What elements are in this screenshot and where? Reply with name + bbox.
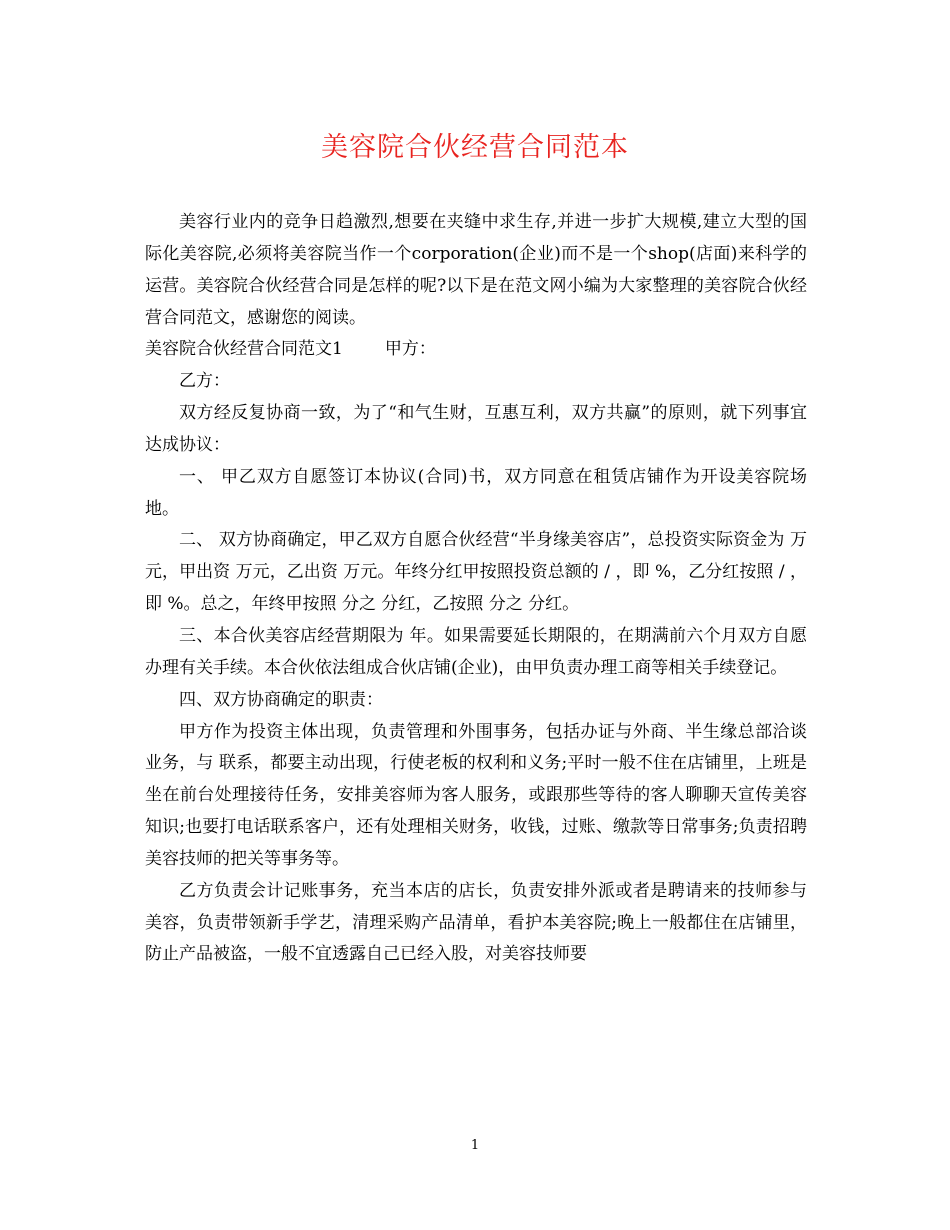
clause-3: 三、本合伙美容店经营期限为 年。如果需要延长期限的，在期满前六个月双方自愿办理有关手续。本合伙依法组成合伙店铺(企业)，由甲负责办理工商等相关手续登记。 [145,625,807,678]
party-a-duties: 甲方作为投资主体出现，负责管理和外围事务，包括办证与外商、半生缘总部洽谈业务，与 联系，都要主动出现，行使老板的权利和义务;平时一般不住在店铺里，上班是坐在前台处理接待任务，安排美容师为客人服务，或跟那些等待的客人聊聊天宣传美容知识;也要打电话联系客户，还有处理相关财务，收钱，过账、缴款等日常事务;负责招聘美容技师的把关等事务等。 [145,721,807,869]
party-b-label: 乙方： [179,371,230,392]
document-title: 美容院合伙经营合同范本 [321,132,629,163]
clause-1: 一、 甲乙双方自愿签订本协议(合同)书，双方同意在租赁店铺作为开设美容院场地。 [145,466,807,519]
document-body [145,207,807,971]
party-b-duties: 乙方负责会计记账事务，充当本店的店长，负责安排外派或者是聘请来的技师参与美容，负责带领新手学艺，清理采购产品清单，看护本美容院;晚上一般都住在店铺里，防止产品被盗，一般不宜透露自己已经入股，对美容技师要 [145,880,807,965]
agreement-preamble: 双方经反复协商一致，为了“和气生财，互惠互利，双方共赢”的原则，就下列事宜达成协议： [145,403,807,455]
clause-2: 二、 双方协商确定，甲乙双方自愿合伙经营“半身缘美容店”，总投资实际资金为 万元，甲出资 万元，乙出资 万元。年终分红甲按照投资总额的 / ，即 %，乙分红按照 / ，即 %。总之，年终甲按照 分之 分红，乙按照 分之 分红。 [145,530,807,615]
section-heading: 美容院合伙经营合同范文1 [145,339,343,360]
section-heading-row [145,334,807,366]
party-a-label: 甲方： [384,339,436,360]
intro-paragraph: 美容行业内的竞争日趋激烈,想要在夹缝中求生存,并进一步扩大规模,建立大型的国际化美容院,必须将美容院当作一个corporation(企业)而不是一个shop(店面)来科学的运营。美容院合伙经营合同是怎样的呢?以下是在范文网小编为大家整理的美容院合伙经营合同范文，感谢您的阅读。 [145,212,807,328]
clause-4-heading: 四、双方协商确定的职责： [179,689,383,710]
page-number: 1 [470,1138,480,1153]
